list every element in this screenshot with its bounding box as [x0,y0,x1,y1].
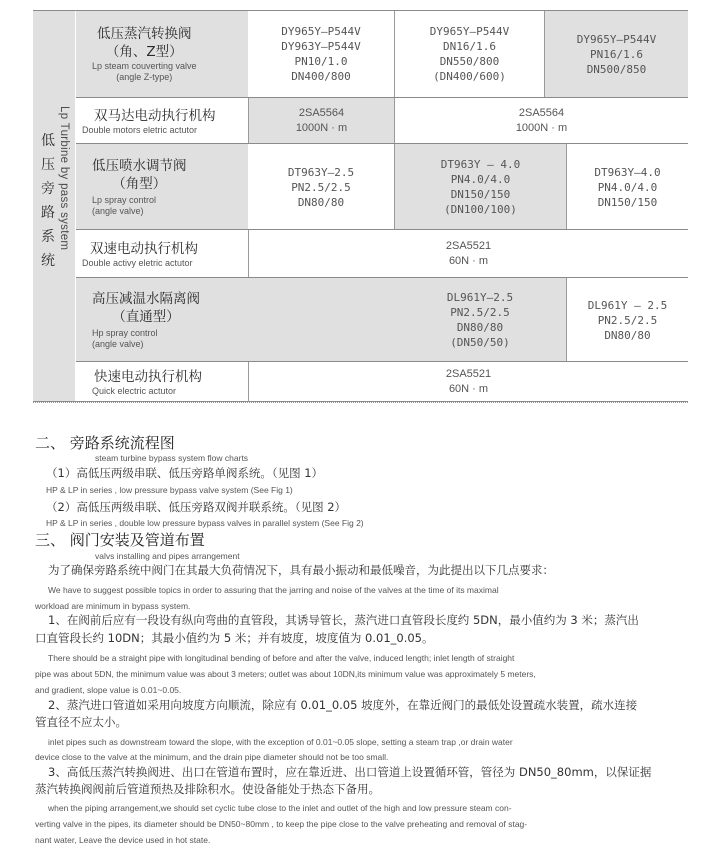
section-2-title: 二、 旁路系统流程图 [35,434,175,452]
row-name-cell [76,230,248,278]
table-row [76,277,688,362]
section-3-subtitle: valvs installing and pipes arrangement [95,551,240,561]
intro-zh: 为了确保旁路系统中阀门在其最大负荷情况下，具有最小振动和最低噪音，为此提出以下几点要求： [48,563,554,577]
paragraph-3-en: nant water, Leave the device used in hot state. [35,835,211,845]
spec-cell: 2SA5564 1000N · m [394,98,688,144]
paragraph-2-zh: 2、蒸汽进口管道如采用向坡度方向顺流，除应有 0.01_0.05 坡度外，在靠近阀门的最低处设置疏水装置，疏水连接 [48,698,638,712]
row-name-en: Double motors eletric actutor [82,124,198,135]
table-row [76,143,688,230]
spec-cell: DY965Y—P544V DY963Y—P544V PN10/1.0 DN400/800 [281,25,361,83]
side-label-en: Lp Turbine by pass system [58,106,70,251]
row-name-en: (angle valve) [92,206,144,216]
side-label [33,11,76,401]
paragraph-3-en: verting valve in the pipes, its diameter should be DN50~80mm , to keep the pipe close to the valve preheating and removal of stag- [35,819,528,829]
paragraph-3-en: when the piping arrangement,we should set cyclic tube close to the inlet and outlet of the high and low pressure steam con- [48,803,512,813]
section-2-item-1-zh: （1）高低压两级串联、低压旁路单阀系统。（见图 1） [46,466,324,480]
row-name-cell [76,144,248,230]
section-2-item-2-en: HP & LP in series , double low pressure bypass valves in parallel system (See Fig 2) [46,518,364,528]
row-name-en: (angle Z-type) [116,72,173,82]
spec-cell: DY965Y—P544V PN16/1.6 DN500/850 [544,11,688,97]
paragraph-2-en: inlet pipes such as downstream toward the slope, with the exception of 0.01~0.05 slope, setting a steam trap ,or drain water [48,737,513,747]
row-name-zh: 快速电动执行机构 [94,368,202,385]
intro-en-line: workload are minimum in bypass system. [35,601,191,611]
spec-cell: DY965Y—P544V DN16/1.6 DN550/800 (DN400/600) [394,11,544,97]
row-name-zh: （角、Z型） [105,44,183,60]
paragraph-1-en: There should be a straight pipe with longitudinal bending of before and after the valve, induced length; inlet length of straight [48,653,515,663]
spec-cell: DT963Y—2.5 PN2.5/2.5 DN80/80 [287,165,355,209]
section-2-item-2-zh: （2）高低压两级串联、低压旁路双阀并联系统。（见图 2） [46,500,347,514]
table-row [76,11,688,97]
table-row [76,97,688,144]
intro-en-line: We have to suggest possible topics in order to assuring that the jarring and noise of the valves at the time of its maximal [48,585,499,595]
section-2-item-1-en: HP & LP in series , low pressure bypass valve system (See Fig 1) [46,485,293,495]
row-name-zh: 双马达电动执行机构 [94,107,216,124]
spec-cell: DT963Y—4.0 PN4.0/4.0 DN150/150 [566,144,688,230]
row-name-zh: 高压减温水隔离阀 [92,291,200,307]
row-name-en: Lp spray control [92,195,157,205]
spec-cell: DL961Y—2.5 PN2.5/2.5 DN80/80 (DN50/50) [394,278,566,362]
row-name-en: Double activy eletric actutor [82,257,193,268]
row-name-zh: （角型） [112,176,167,192]
paragraph-2-zh: 管直径不应太小。 [35,715,127,729]
row-name-cell [76,362,248,402]
table-row [76,229,688,278]
row-name-cell [76,11,248,97]
paragraph-1-en: pipe was about 5DN, the minimum value was about 3 meters; outlet was about 10DN,its minimum value was approximately 5 meters, [35,669,536,679]
paragraph-3-zh: 3、高低压蒸汽转换阀进、出口在管道布置时，应在靠近进、出口管道上设置循环管，管径为 DN50_80mm，以保证据 [48,765,652,779]
row-name-en: (angle valve) [92,339,144,349]
spec-cell: DL961Y — 2.5 PN2.5/2.5 DN80/80 [566,278,688,362]
paragraph-3-zh: 蒸汽转换阀阀前后管道预热及排除积水。使设备能处于热态下备用。 [35,782,380,796]
paragraph-2-en: device close to the valve at the minimum, and the drain pipe diameter should not be too small. [35,752,389,762]
row-name-zh: 双速电动执行机构 [90,240,198,257]
row-name-cell [76,278,248,362]
valve-spec-table [33,10,688,402]
row-name-cell [76,98,248,144]
spec-cell: 2SA5521 60N · m [248,230,688,278]
row-name-en: Quick electric actutor [92,385,177,396]
paragraph-1-zh: 口直管段长约 10DN；其最小值约为 5 米；并有坡度，坡度值为 0.01_0.05。 [35,631,434,645]
spec-cell: 2SA5564 1000N · m [248,98,394,144]
table-row [76,361,688,402]
section-2-subtitle: steam turbine bypass system flow charts [95,453,249,463]
row-name-en: Lp steam couverting valve [92,61,197,71]
side-label-zh: 低 压 旁 路 系 统 [41,133,55,269]
spec-cell: DT963Y — 4.0 PN4.0/4.0 DN150/150 (DN100/100) [394,144,566,230]
paragraph-1-en: and gradient, slope value is 0.01~0.05. [35,685,182,695]
spec-cell [248,278,394,362]
section-3-title: 三、 阀门安装及管道布置 [35,531,205,549]
paragraph-1-zh: 1、在阀前后应有一段设有纵向弯曲的直管段，其诱导管长，蒸汽进口直管段长度约 5DN，最小值约为 3 米；蒸汽出 [48,613,639,627]
row-name-zh: 低压蒸汽转换阀 [97,26,192,42]
divider [33,402,688,403]
row-name-zh: 低压喷水调节阀 [92,158,187,174]
row-name-en: Hp spray control [92,328,158,338]
row-name-zh: （直通型） [112,309,180,325]
spec-cell: 2SA5521 60N · m [248,362,688,402]
